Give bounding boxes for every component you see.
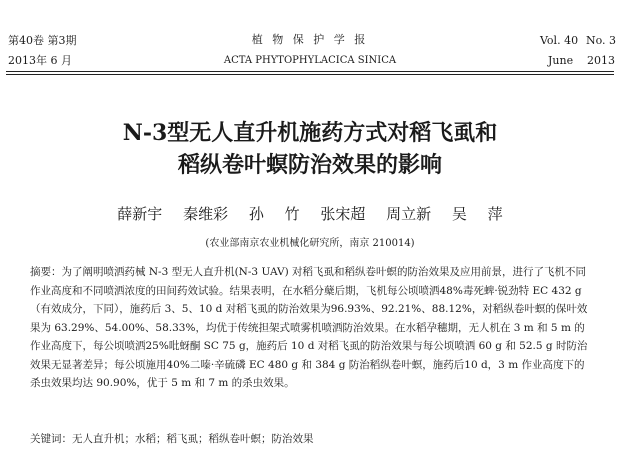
article-title-line2: 稻纵卷叶螟防治效果的影响: [177, 152, 442, 178]
keywords-label: 关键词：: [30, 433, 72, 445]
number-label: No. 3: [586, 34, 617, 47]
keywords-text: 无人直升机；水稻；稻飞虱；稻纵卷叶螟；防治效果: [72, 433, 314, 445]
abstract: [30, 263, 590, 393]
author-list: 薛新宇 秦维彩 孙 竹 张宋超 周立新 吴 萍: [117, 205, 503, 223]
abstract-text: 为了阐明喷洒药械 N-3 型无人直升机(N-3 UAV) 对稻飞虱和稻纵卷叶螟的防治效果及应用前景，进行了飞机不同作业高度和不同喷洒浓度的田间药效试验。结果表明，在水稻分蘖后期，飞机每公顷喷洒48%毒死蜱·锐劲特 EC 432 g（有效成分，下同），施药后 3、5、10 d 对稻飞虱的防治效果为96.93%、92.21%、88.12%，对稻纵卷叶螟的保叶效果为 63.29%、54.00%、58.33%，均优于传统担架式喷雾机喷洒防治效果。在水稻孕穗期，无人机在 3 m 和 5 m 的作业高度下，每公顷喷洒25%吡蚜酮 SC 75 g，施药后 10 d 对稻飞虱的防治效果与每公顷喷洒 60 g 和 52.5 g 时防治效果无显著差异；每公顷施用40%二嗪·辛硫磷 EC 480 g 和 384 g 防治稻纵卷叶螟，施药后10 d，3 m 作业高度下的杀虫效果均达 90.90%，优于 5 m 和 7 m 的杀虫效果。: [30, 266, 588, 389]
journal-title-en: ACTA PHYTOPHYLACICA SINICA: [223, 55, 397, 66]
journal-title-cn: 植 物 保 护 学 报: [251, 33, 369, 46]
abstract-label: 摘要：: [30, 266, 62, 278]
affiliation: (农业部南京农业机械化研究所，南京 210014): [205, 238, 415, 249]
header-rule-bottom: [6, 74, 614, 75]
header-rule-top: [6, 71, 614, 72]
issue-info-cn: 第40卷 第3期: [8, 34, 77, 47]
year-label: 2013: [587, 54, 615, 67]
month-label: June: [548, 54, 574, 67]
keywords: [30, 431, 590, 447]
volume-label: Vol. 40: [540, 34, 579, 47]
article-title-line1: N-3型无人直升机施药方式对稻飞虱和: [122, 120, 498, 146]
date-cn: 2013年 6 月: [8, 54, 72, 67]
